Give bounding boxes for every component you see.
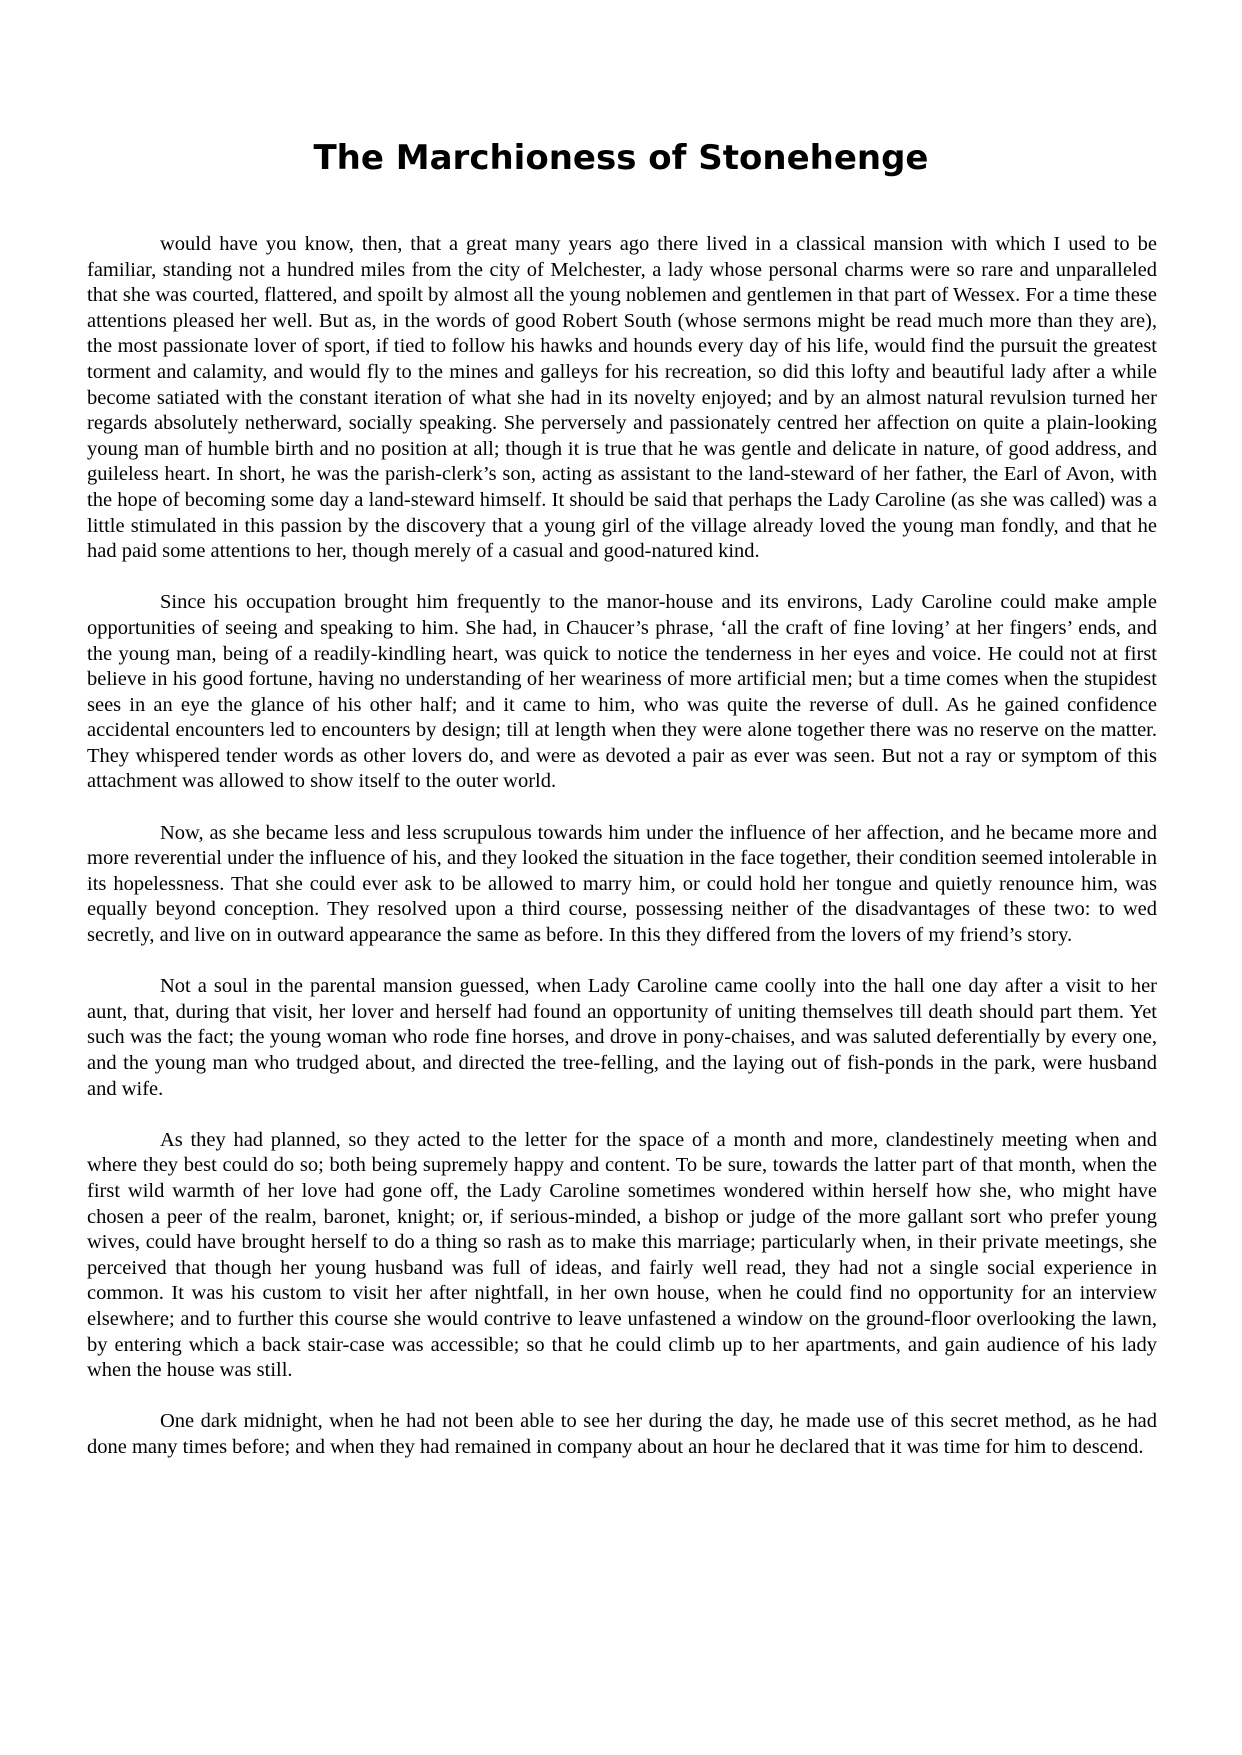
- paragraph-3: Now, as she became less and less scrupulous towards him under the influence of her affection, and he became more and more reverential under the influence of his, and they looked the situation in the face together, their condition seemed intolerable in its hopelessness. That she could ever ask to be allowed to marry him, or could hold her tongue and quietly renounce him, was equally beyond conception. They resolved upon a third course, possessing neither of the disadvantages of these two: to wed secretly, and live on in outward appearance the same as before. In this they differed from the lovers of my friend’s story.: [87, 821, 1157, 947]
- paragraph-5: As they had planned, so they acted to the letter for the space of a month and more, clandestinely meeting when and where they best could do so; both being supremely happy and content. To be sure, towards the latter part of that month, when the first wild warmth of her love had gone off, the Lady Caroline sometimes wondered within herself how she, who might have chosen a peer of the realm, baronet, knight; or, if serious-minded, a bishop or judge of the more gallant sort who prefer young wives, could have brought herself to do a thing so rash as to make this marriage; particularly when, in their private meetings, she perceived that though her young husband was full of ideas, and fairly well read, they had not a single social experience in common. It was his custom to visit her after nightfall, in her own house, when he could find no opportunity for an interview elsewhere; and to further this course she would contrive to leave unfastened a window on the ground-floor overlooking the lawn, by entering which a back stair-case was accessible; so that he could climb up to her apartments, and gain audience of his lady when the house was still.: [87, 1128, 1157, 1382]
- paragraph-2: Since his occupation brought him frequently to the manor-house and its environs, Lady Caroline could make ample opportunities of seeing and speaking to him. She had, in Chaucer’s phrase, ‘all the craft of fine loving’ at her fingers’ ends, and the young man, being of a readily-kindling heart, was quick to notice the tenderness in her eyes and voice. He could not at first believe in his good fortune, having no understanding of her weariness of more artificial men; but a time comes when the stupidest sees in an eye the glance of his other half; and it came to him, who was quite the reverse of dull. As he gained confidence accidental encounters led to encounters by design; till at length when they were alone together there was no reserve on the matter. They whispered tender words as other lovers do, and were as devoted a pair as ever was seen. But not a ray or symptom of this attachment was allowed to show itself to the outer world.: [87, 591, 1157, 793]
- story-text: [87, 232, 1157, 1486]
- page-title: The Marchioness of Stonehenge: [313, 138, 929, 178]
- paragraph-6: One dark midnight, when he had not been able to see her during the day, he made use of this secret method, as he had done many times before; and when they had remained in company about an hour he declared that it was time for him to descend.: [87, 1410, 1157, 1458]
- paragraph-1: would have you know, then, that a great many years ago there lived in a classical mansion with which I used to be familiar, standing not a hundred miles from the city of Melchester, a lady whose personal charms were so rare and unparalleled that she was courted, flattered, and spoilt by almost all the young noblemen and gentlemen in that part of Wessex. For a time these attentions pleased her well. But as, in the words of good Robert South (whose sermons might be read much more than they are), the most passionate lover of sport, if tied to follow his hawks and hounds every day of his life, would find the pursuit the greatest torment and calamity, and would fly to the mines and galleys for his recreation, so did this lofty and beautiful lady after a while become satiated with the constant iteration of what she had in its novelty enjoyed; and by an almost natural revulsion turned her regards absolutely netherward, socially speaking. She perversely and passionately centred her affection on quite a plain-looking young man of humble birth and no position at all; though it is true that he was gentle and delicate in nature, of good address, and guileless heart. In short, he was the parish-clerk’s son, acting as assistant to the land-steward of her father, the Earl of Avon, with the hope of becoming some day a land-steward himself. It should be said that perhaps the Lady Caroline (as she was called) was a little stimulated in this passion by the discovery that a young girl of the village already loved the young man fondly, and that he had paid some attentions to her, though merely of a casual and good-natured kind.: [87, 233, 1157, 563]
- paragraph-4: Not a soul in the parental mansion guessed, when Lady Caroline came coolly into the hall one day after a visit to her aunt, that, during that visit, her lover and herself had found an opportunity of uniting themselves till death should part them. Yet such was the fact; the young woman who rode fine horses, and drove in pony-chaises, and was saluted deferentially by every one, and the young man who trudged about, and directed the tree-felling, and the laying out of fish-ponds in the park, were husband and wife.: [87, 975, 1157, 1100]
